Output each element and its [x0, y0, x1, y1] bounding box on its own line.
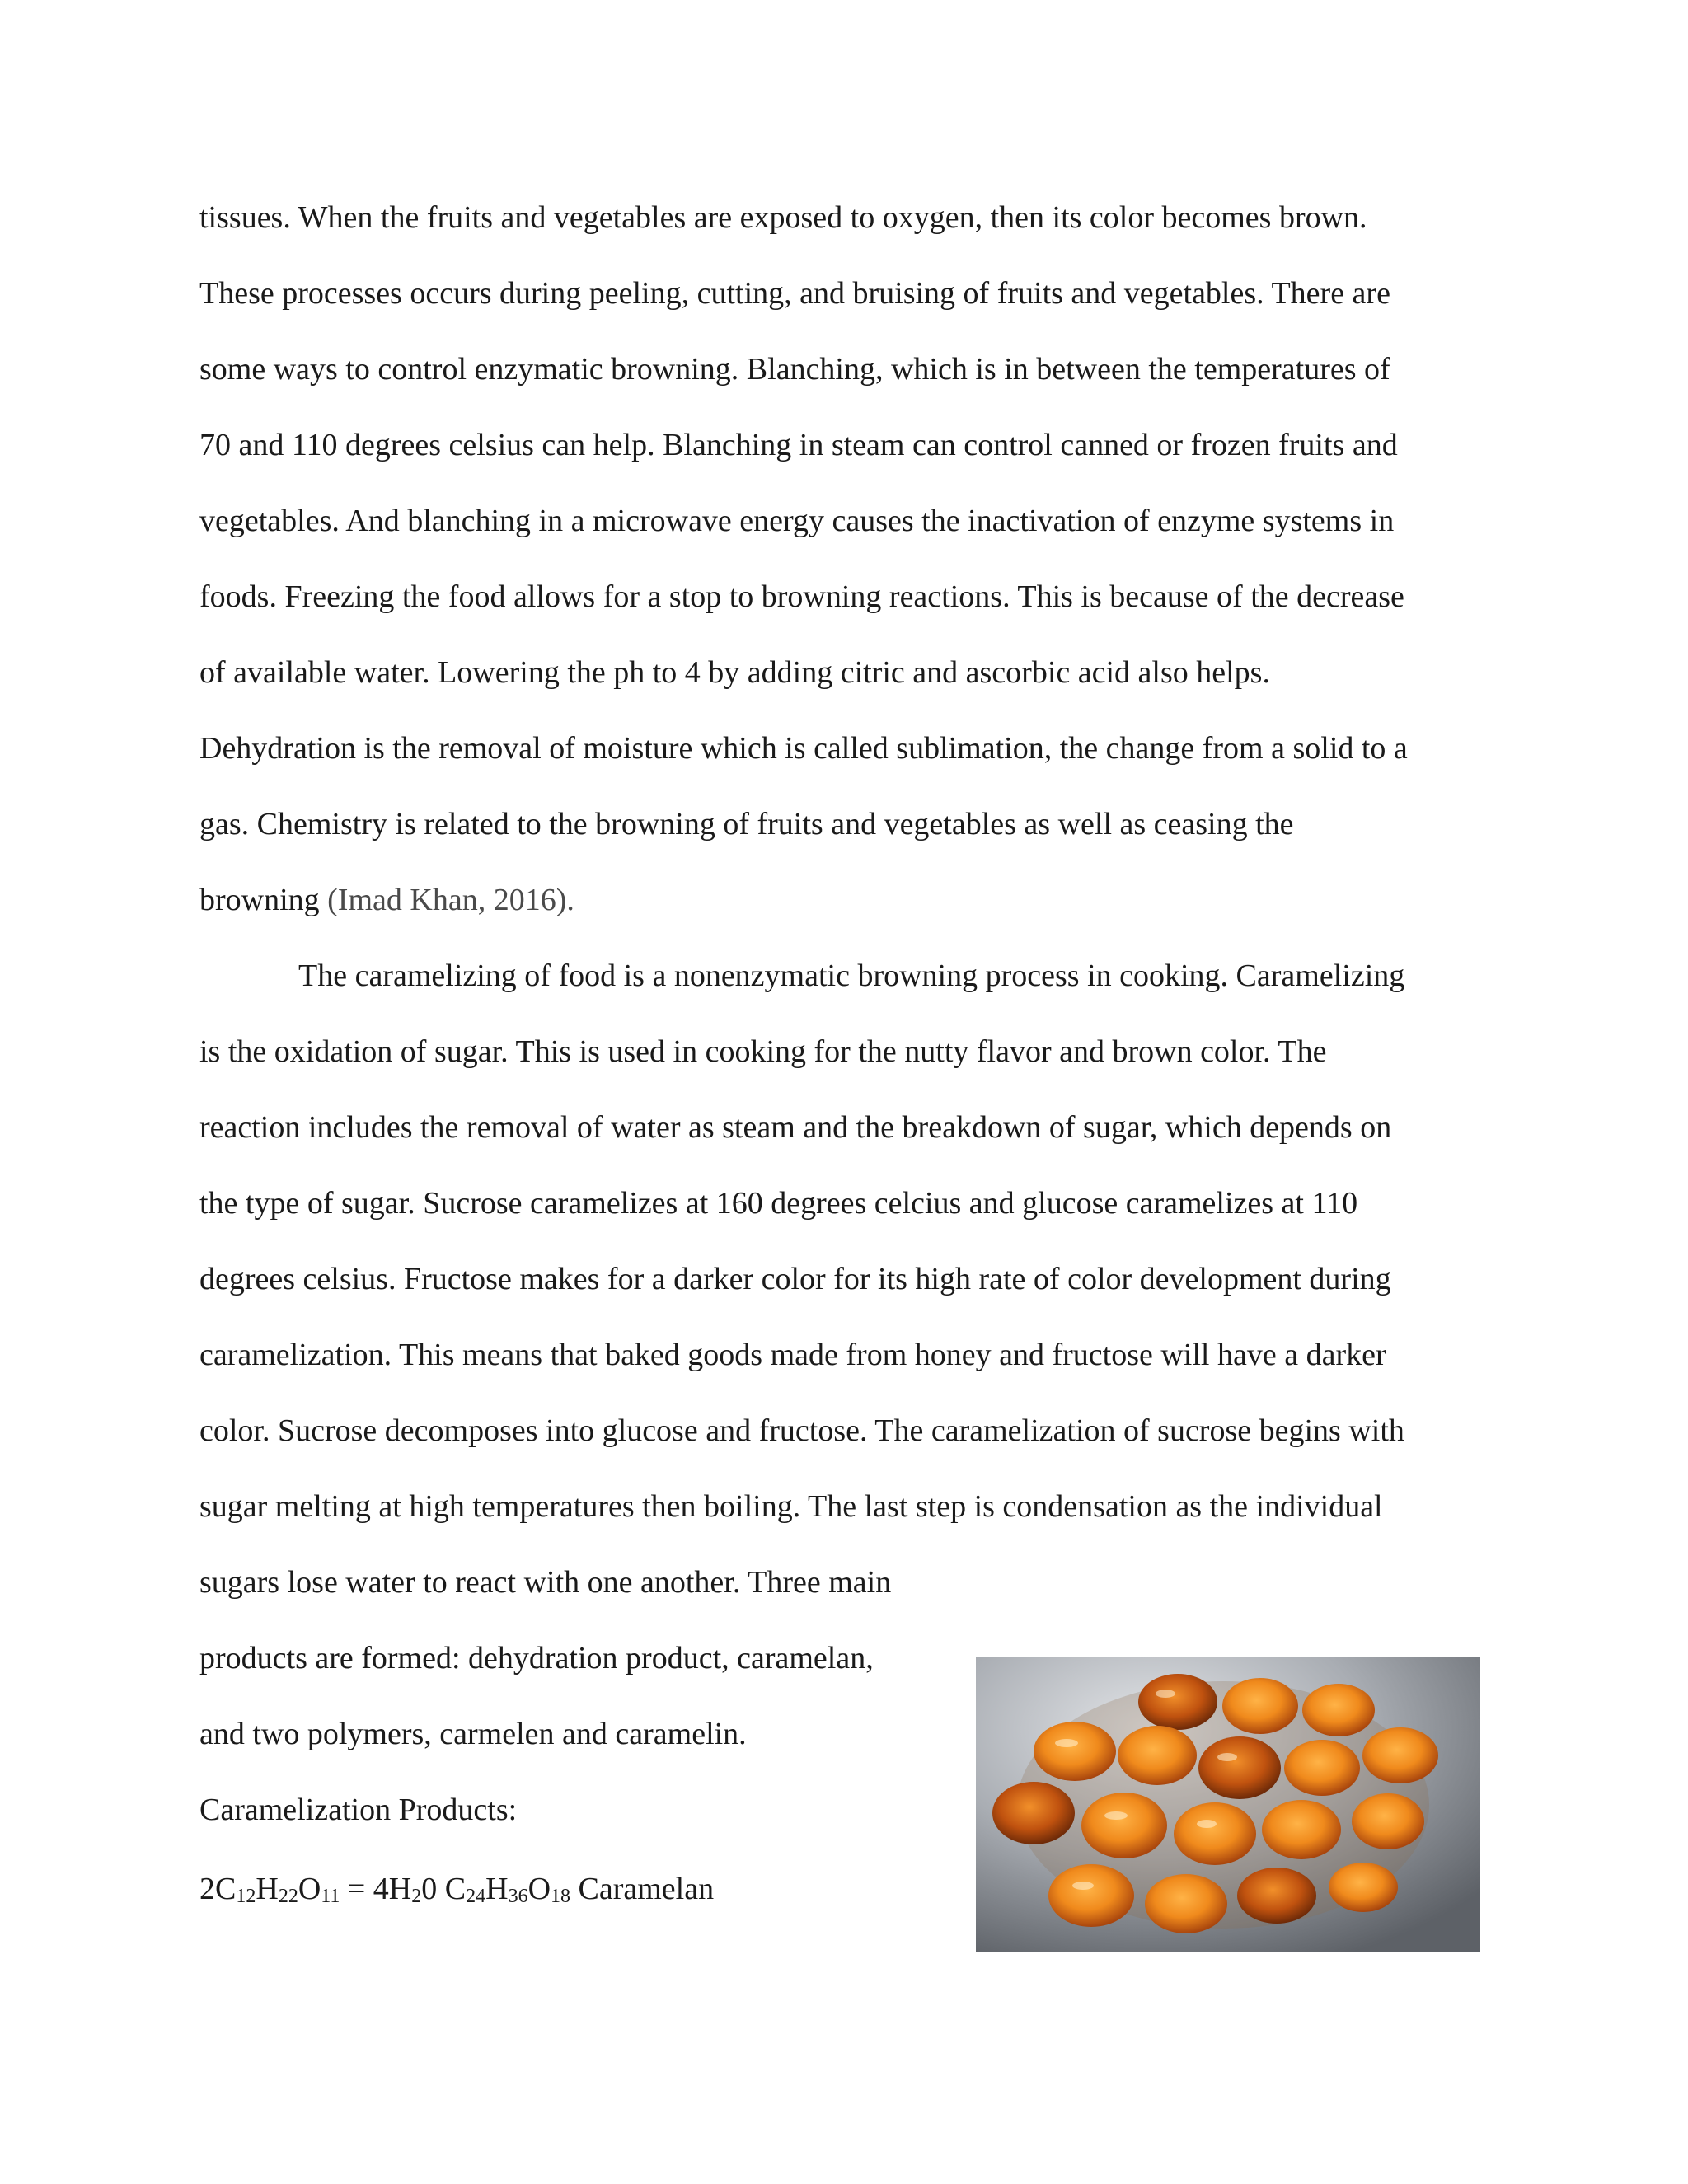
- formula-part: O: [298, 1872, 321, 1906]
- body-line-5: vegetables. And blanching in a microwave energy causes the inactivation of enzyme systems in: [199, 504, 1395, 538]
- caramelized-carrots-illustration: [976, 1657, 1480, 1952]
- caramelan-formula: [199, 1869, 714, 1916]
- paragraph2-line-11: and two polymers, carmelen and caramelin.: [199, 1717, 747, 1751]
- formula-part: H: [485, 1872, 509, 1906]
- citation-line-text: browning: [199, 883, 328, 917]
- paragraph2-line-2: is the oxidation of sugar. This is used in cooking for the nutty flavor and brown color. The: [199, 1034, 1327, 1069]
- body-line-4: 70 and 110 degrees celsius can help. Blanching in steam can control canned or frozen fruits and: [199, 428, 1398, 462]
- paragraph2-line-7: color. Sucrose decomposes into glucose and fructose. The caramelization of sucrose begins with: [199, 1413, 1404, 1448]
- paragraph2-line-5: degrees celsius. Fructose makes for a darker color for its high rate of color development during: [199, 1262, 1391, 1296]
- paragraph2-line-10: products are formed: dehydration product, caramelan,: [199, 1641, 874, 1675]
- formula-subscript: 12: [236, 1886, 256, 1907]
- paragraph2-line-4: the type of sugar. Sucrose caramelizes at 160 degrees celcius and glucose caramelizes at 110: [199, 1186, 1358, 1221]
- formula-part: 2C: [199, 1872, 237, 1906]
- paragraph2-line-6: caramelization. This means that baked goods made from honey and fructose will have a darker: [199, 1338, 1386, 1372]
- paragraph2-line-3: reaction includes the removal of water as steam and the breakdown of sugar, which depends on: [199, 1110, 1392, 1145]
- formula-subscript: 11: [321, 1886, 340, 1907]
- formula-part: Caramelan: [570, 1872, 715, 1906]
- body-line-7: of available water. Lowering the ph to 4 by adding citric and ascorbic acid also helps.: [199, 655, 1270, 690]
- body-line-8: Dehydration is the removal of moisture which is called sublimation, the change from a solid to a: [199, 731, 1408, 766]
- body-line-1: tissues. When the fruits and vegetables are exposed to oxygen, then its color becomes brown.: [199, 200, 1367, 235]
- formula-subscript: 18: [551, 1886, 571, 1907]
- formula-subscript: 36: [508, 1886, 528, 1907]
- caramelized-carrots-photo: [976, 1657, 1480, 1952]
- body-line-3: some ways to control enzymatic browning. Blanching, which is in between the temperatures of: [199, 352, 1390, 387]
- body-line-2: These processes occurs during peeling, cutting, and bruising of fruits and vegetables. There are: [199, 276, 1390, 311]
- paragraph2-line-1: The caramelizing of food is a nonenzymatic browning process in cooking. Caramelizing: [298, 958, 1405, 993]
- formula-subscript: 24: [466, 1886, 486, 1907]
- citation-line: [199, 880, 574, 920]
- formula-part: 0 C: [421, 1872, 467, 1906]
- products-heading: Caramelization Products:: [199, 1793, 518, 1827]
- formula-subscript: 2: [411, 1886, 422, 1907]
- formula-subscript: 22: [278, 1886, 298, 1907]
- citation: (Imad Khan, 2016).: [327, 883, 574, 917]
- formula-part: = 4H: [340, 1872, 412, 1906]
- body-line-9: gas. Chemistry is related to the browning of fruits and vegetables as well as ceasing the: [199, 807, 1294, 841]
- body-line-6: foods. Freezing the food allows for a stop to browning reactions. This is because of the decrease: [199, 579, 1404, 614]
- paragraph2-line-8: sugar melting at high temperatures then boiling. The last step is condensation as the individual: [199, 1489, 1383, 1524]
- formula-part: O: [528, 1872, 551, 1906]
- formula-part: H: [256, 1872, 279, 1906]
- paragraph2-line-9: sugars lose water to react with one another. Three main: [199, 1565, 892, 1600]
